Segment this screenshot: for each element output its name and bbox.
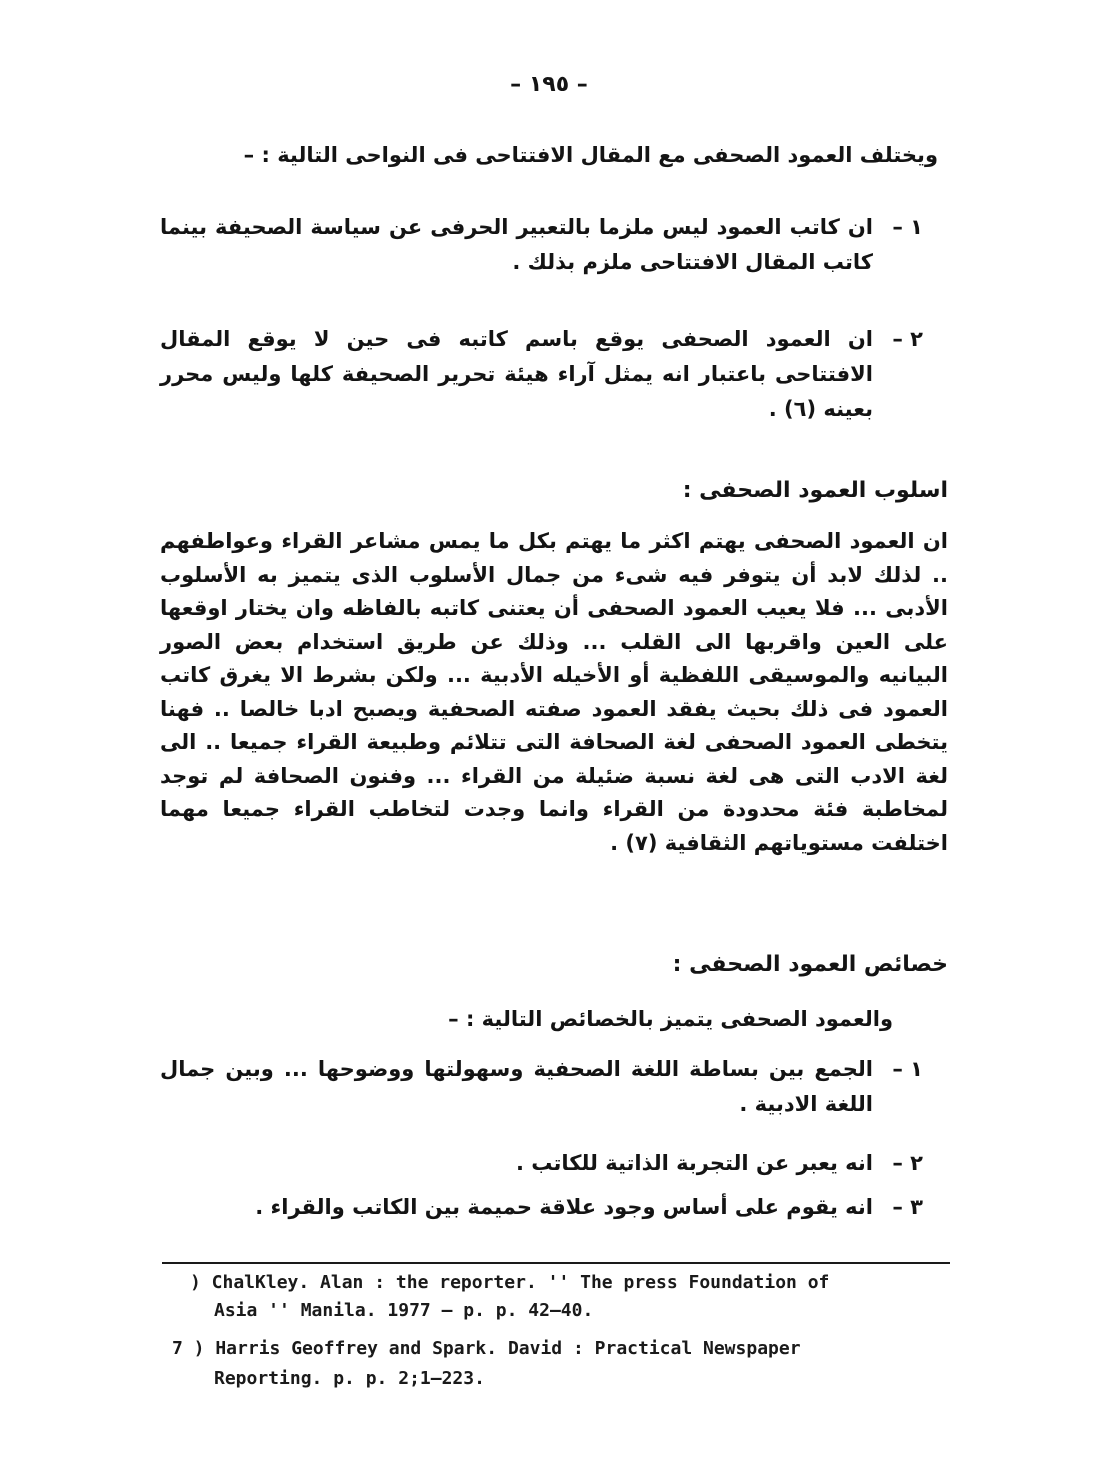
difference-item-text: ان كاتب العمود ليس ملزما بالتعبير الحرفى عن سياسة الصحيفة بينما كاتب المقال الافتتاحى ملزم بذلك . bbox=[160, 215, 873, 274]
features-heading: خصائص العمود الصحفى : bbox=[672, 952, 948, 977]
feature-item-number: ٣ – bbox=[892, 1195, 923, 1219]
feature-item-number: ٢ – bbox=[892, 1151, 923, 1175]
footnote-2-line-2: Reporting. p. p. 2;1—223. bbox=[214, 1368, 485, 1389]
feature-item-number: ١ – bbox=[892, 1057, 923, 1081]
footnote-1-line-1: ) ChalKley. Alan : the reporter. '' The press Foundation of bbox=[190, 1272, 830, 1293]
intro-line: ويختلف العمود الصحفى مع المقال الافتتاحى فى النواحى التالية : – bbox=[243, 143, 938, 167]
feature-item-text: الجمع بين بساطة اللغة الصحفية وسهولتها ووضوحها ... وبين جمال اللغة الادبية . bbox=[160, 1057, 873, 1116]
difference-item-number: ١ – bbox=[892, 215, 923, 239]
feature-item-2 bbox=[160, 1146, 923, 1182]
style-heading: اسلوب العمود الصحفى : bbox=[682, 478, 948, 503]
page-number: – ١٩٥ – bbox=[510, 72, 588, 97]
difference-item-1 bbox=[160, 210, 923, 282]
footnote-divider bbox=[162, 1262, 950, 1264]
style-paragraph: ان العمود الصحفى يهتم اكثر ما يهتم بكل ما يمس مشاعر القراء وعواطفهم .. لذلك لابد أن يتوفر فيه شىء من جمال الأسلوب الذى يتميز به الأسلوب الأدبى ... فلا يعيب العمود الصحفى أن يعتنى كاتبه بالفاظه وان يختار اوقعها على العين واقربها الى القلب ... وذلك عن طريق استخدام بعض الصور البيانيه والموسيقى اللفظية أو الأخيله الأدبية ... ولكن بشرط الا يغرق كاتب العمود فى ذلك بحيث يفقد العمود صفته الصحفية ويصبح ادبا خالصا .. فهنا يتخطى العمود الصحفى لغة الصحافة التى تتلائم وطبيعة القراء جميعا .. الى لغة الادب التى هى لغة نسبة ضئيلة من القراء ... وفنون الصحافة لم توجد لمخاطبة فئة محدودة من القراء وانما وجدت لتخاطب القراء جميعا مهما اختلفت مستوياتهم الثقافية (٧) . bbox=[160, 529, 948, 855]
footnote-1-line-2: Asia '' Manila. 1977 — p. p. 42—40. bbox=[214, 1300, 594, 1321]
footnote-2-line-1: 7 ) Harris Geoffrey and Spark. David : Practical Newspaper bbox=[172, 1338, 801, 1359]
feature-item-3 bbox=[160, 1190, 923, 1226]
feature-item-text: انه يعبر عن التجربة الذاتية للكاتب . bbox=[515, 1151, 873, 1175]
feature-item-text: انه يقوم على أساس وجود علاقة حميمة بين الكاتب والقراء . bbox=[255, 1195, 873, 1219]
features-intro: والعمود الصحفى يتميز بالخصائص التالية : – bbox=[448, 1007, 893, 1031]
difference-item-text: ان العمود الصحفى يوقع باسم كاتبه فى حين لا يوقع المقال الافتتاحى باعتبار انه يمثل آراء هيئة تحرير الصحيفة كلها وليس محرر بعينه (٦) . bbox=[160, 327, 873, 421]
difference-item-2 bbox=[160, 322, 923, 432]
difference-item-number: ٢ – bbox=[892, 327, 923, 351]
feature-item-1 bbox=[160, 1052, 923, 1124]
